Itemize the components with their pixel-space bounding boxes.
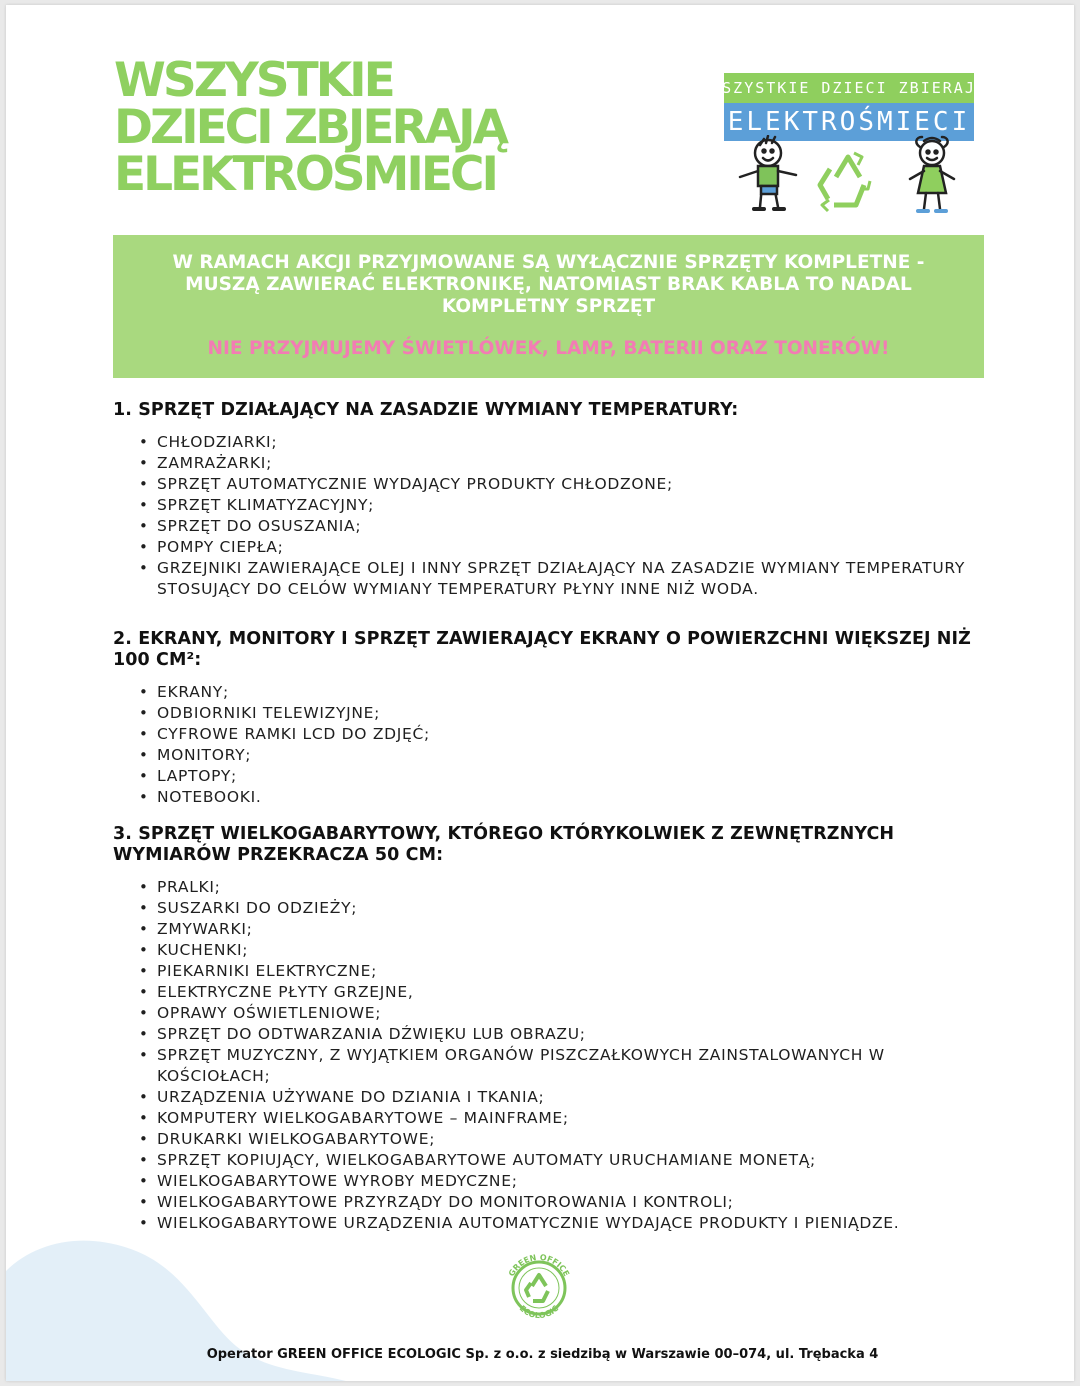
logo-top-text: WSZYSTKIE DZIECI ZBIERAJA	[724, 73, 974, 103]
list-item: • CHŁODZIARKI;	[113, 432, 993, 453]
list-item: • WIELKOGABARYTOWE URZĄDZENIA AUTOMATYCZNIE WYDAJĄCE PRODUKTY I PIENIĄDZE.	[113, 1213, 993, 1234]
list-item: • PRALKI;	[113, 877, 993, 898]
list-item: • CYFROWE RAMKI LCD DO ZDJĘĆ;	[113, 724, 983, 745]
list-item: • NOTEBOOKI.	[113, 787, 983, 808]
info-banner	[113, 235, 984, 378]
recycle-icon	[820, 153, 870, 211]
list-item: • ELEKTRYCZNE PŁYTY GRZEJNE,	[113, 982, 993, 1003]
kids-and-recycle-illustration	[724, 135, 976, 223]
section-temperature-exchange	[113, 400, 993, 600]
title-line: WSZYSTKIE	[114, 53, 393, 108]
list-item: • OPRAWY OŚWIETLENIOWE;	[113, 1003, 993, 1024]
campaign-logo	[711, 73, 987, 223]
list-item: • LAPTOPY;	[113, 766, 983, 787]
section-heading: 1. SPRZĘT DZIAŁAJĄCY NA ZASADZIE WYMIANY TEMPERATURY:	[113, 400, 739, 420]
boy-figure-icon	[740, 136, 796, 209]
list-item: • ODBIORNIKI TELEWIZYJNE;	[113, 703, 983, 724]
banner-warning-text: NIE PRZYJMUJEMY ŚWIETLÓWEK, LAMP, BATERII ORAZ TONERÓW!	[207, 338, 890, 359]
item-list	[113, 682, 983, 808]
list-item: • WIELKOGABARYTOWE WYROBY MEDYCZNE;	[113, 1171, 993, 1192]
section-large-equipment	[113, 824, 943, 1234]
section-heading: 2. EKRANY, MONITORY I SPRZĘT ZAWIERAJĄCY EKRANY O POWIERZCHNI WIĘKSZEJ NIŻ 100 CM²:	[113, 629, 971, 670]
document-page	[6, 5, 1074, 1381]
list-item: • MONITORY;	[113, 745, 983, 766]
list-item: • SPRZĘT KOPIUJĄCY, WIELKOGABARYTOWE AUTOMATY URUCHAMIANE MONETĄ;	[113, 1150, 993, 1171]
banner-main-text: W RAMACH AKCJI PRZYJMOWANE SĄ WYŁĄCZNIE SPRZĘTY KOMPLETNE - MUSZĄ ZAWIERAĆ ELEKTRONIKĘ, NATOMIAST BRAK KABLA TO NADAL KOMPLETNY SPRZĘT	[172, 252, 925, 317]
list-item: • URZĄDZENIA UŻYWANE DO DZIANIA I TKANIA;	[113, 1087, 993, 1108]
girl-figure-icon	[910, 137, 954, 211]
list-item: • KUCHENKI;	[113, 940, 993, 961]
section-heading: 3. SPRZĘT WIELKOGABARYTOWY, KTÓREGO KTÓRYKOLWIEK Z ZEWNĘTRZNYCH WYMIARÓW PRZEKRACZA 50 CM:	[113, 824, 895, 865]
title-line: ELEKTROŚMIECI	[114, 147, 496, 202]
list-item: • EKRANY;	[113, 682, 983, 703]
page-title	[114, 53, 634, 202]
list-item: • SPRZĘT KLIMATYZACYJNY;	[113, 495, 993, 516]
logo-arc-text-top: GREEN OFFICE	[506, 1252, 572, 1278]
list-item: • PIEKARNIKI ELEKTRYCZNE;	[113, 961, 993, 982]
list-item: • GRZEJNIKI ZAWIERAJĄCE OLEJ I INNY SPRZĘT DZIAŁAJĄCY NA ZASADZIE WYMIANY TEMPERATURY STOSUJĄCY DO CELÓW WYMIANY TEMPERATURY PŁYNY INNE NIŻ WODA.	[113, 558, 993, 600]
logo-main-text: ELEKTROŚMIECI	[724, 103, 974, 141]
list-item: • KOMPUTERY WIELKOGABARYTOWE – MAINFRAME;	[113, 1108, 993, 1129]
list-item: • SPRZĘT AUTOMATYCZNIE WYDAJĄCY PRODUKTY CHŁODZONE;	[113, 474, 993, 495]
footer-operator-info: Operator GREEN OFFICE ECOLOGIC Sp. z o.o. z siedzibą w Warszawie 00–074, ul. Trębacka 4	[206, 1347, 879, 1362]
list-item: • ZAMRAŻARKI;	[113, 453, 993, 474]
list-item: • SPRZĘT MUZYCZNY, Z WYJĄTKIEM ORGANÓW PISZCZAŁKOWYCH ZAINSTALOWANYCH W KOŚCIOŁACH;	[113, 1045, 993, 1087]
item-list	[113, 877, 993, 1234]
list-item: • SPRZĘT DO ODTWARZANIA DŹWIĘKU LUB OBRAZU;	[113, 1024, 993, 1045]
list-item: • DRUKARKI WIELKOGABARYTOWE;	[113, 1129, 993, 1150]
list-item: • ZMYWARKI;	[113, 919, 993, 940]
logo-arc-text-bottom: ECOLOGIC	[517, 1303, 561, 1321]
title-line: DZIECI ZBJERAJĄ	[114, 100, 506, 155]
list-item: • SUSZARKI DO ODZIEŻY;	[113, 898, 993, 919]
list-item: • WIELKOGABARYTOWE PRZYRZĄDY DO MONITOROWANIA I KONTROLI;	[113, 1192, 993, 1213]
list-item: • SPRZĘT DO OSUSZANIA;	[113, 516, 993, 537]
green-office-ecologic-logo	[501, 1250, 577, 1326]
item-list	[113, 432, 993, 600]
list-item: • POMPY CIEPŁA;	[113, 537, 993, 558]
section-screens-monitors	[113, 629, 983, 808]
